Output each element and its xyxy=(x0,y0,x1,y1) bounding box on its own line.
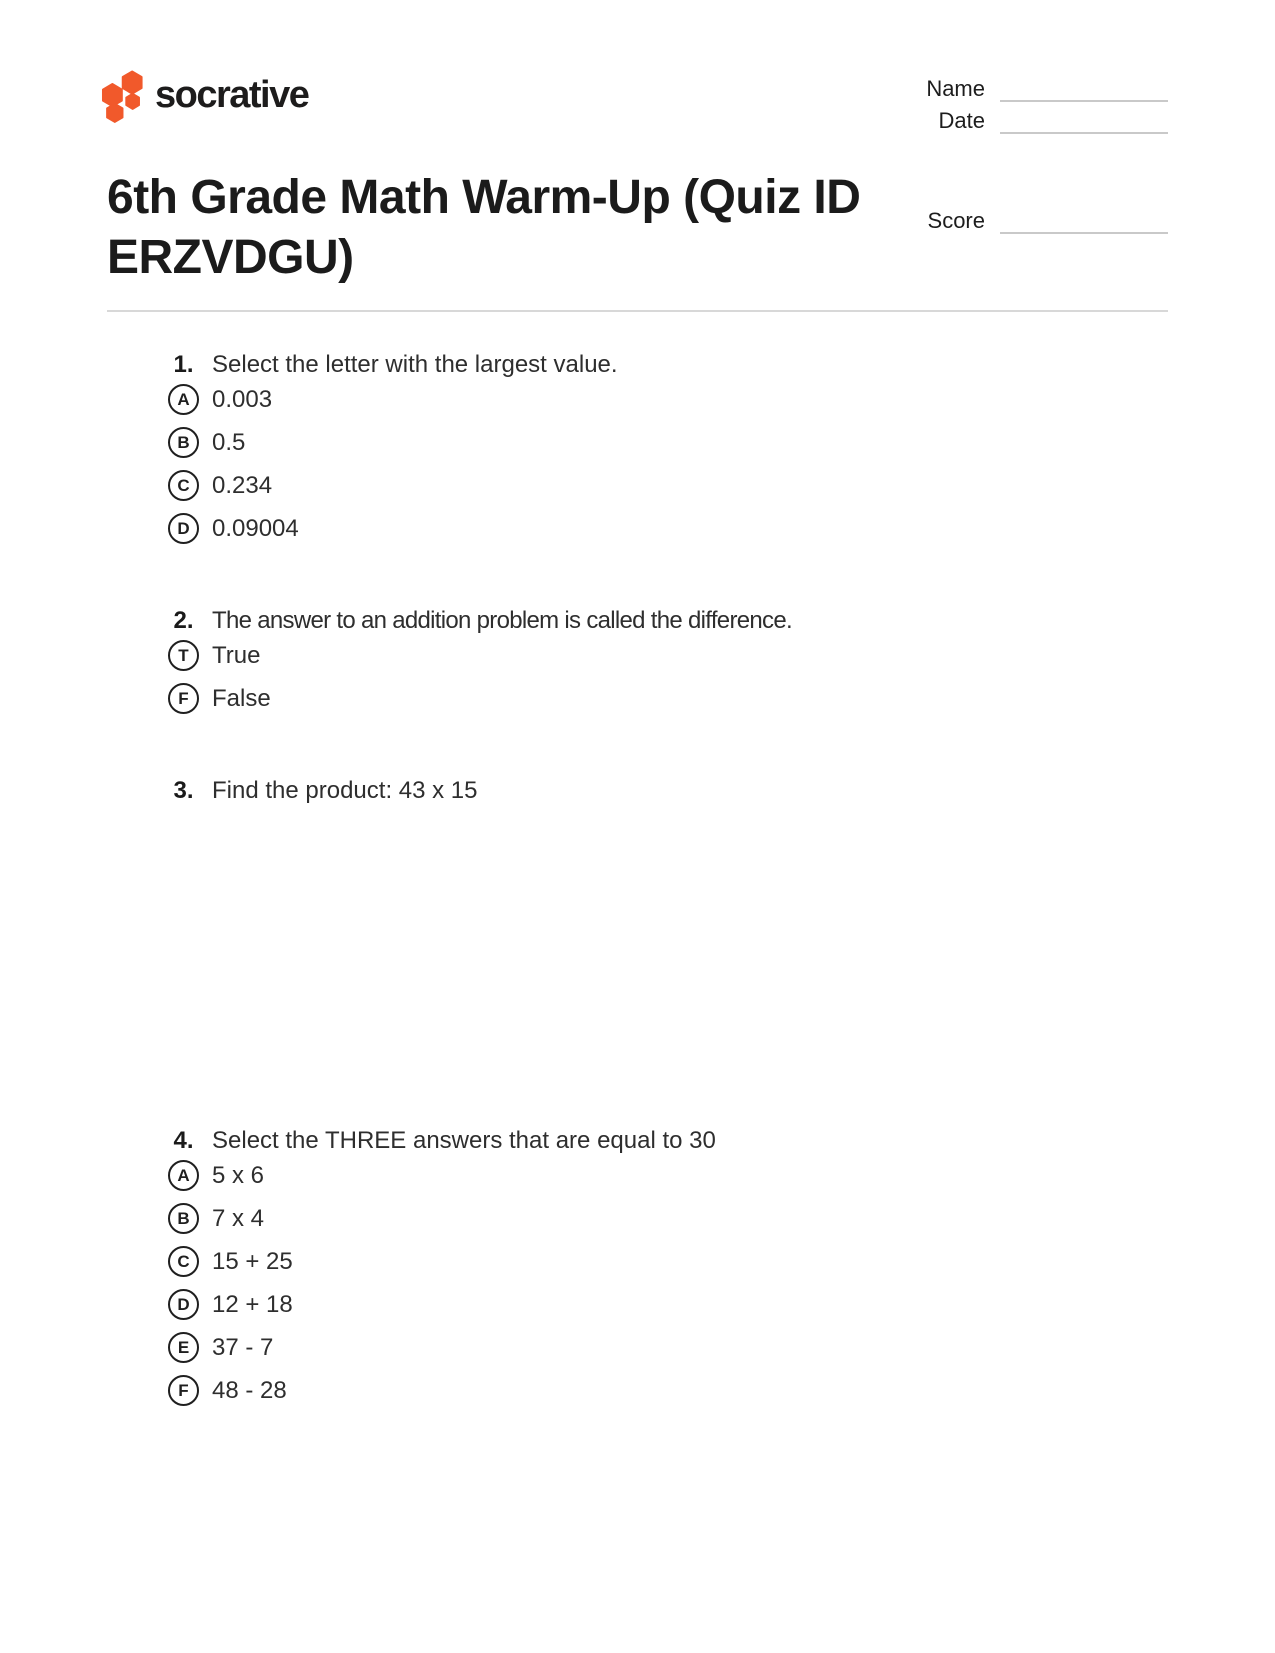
option-text: 0.003 xyxy=(212,385,273,413)
question-4-option-d[interactable] xyxy=(107,1283,1168,1326)
option-text: 5 x 6 xyxy=(212,1161,265,1189)
question-1-text: Select the letter with the largest value. xyxy=(212,351,618,378)
question-1-option-b[interactable] xyxy=(107,421,1168,464)
answer-bubble-d[interactable]: D xyxy=(168,513,199,544)
answer-bubble-a[interactable]: A xyxy=(168,1160,199,1191)
answer-bubble-b[interactable]: B xyxy=(168,1203,199,1234)
answer-bubble-d[interactable]: D xyxy=(168,1289,199,1320)
score-blank-line[interactable] xyxy=(1000,210,1168,234)
answer-bubble-c[interactable]: C xyxy=(168,470,199,501)
option-text: 0.09004 xyxy=(212,514,299,542)
name-blank-line[interactable] xyxy=(1000,78,1168,102)
question-2-number: 2. xyxy=(173,607,194,634)
option-text: 0.5 xyxy=(212,428,246,456)
answer-bubble-f[interactable]: F xyxy=(168,1375,199,1406)
answer-bubble-b[interactable]: B xyxy=(168,427,199,458)
brand-wordmark: socrative xyxy=(155,74,309,116)
option-text: 37 - 7 xyxy=(212,1333,274,1361)
question-4-number: 4. xyxy=(173,1127,194,1154)
question-2 xyxy=(107,608,1168,720)
question-3-text: Find the product: 43 x 15 xyxy=(212,777,478,804)
socrative-logo xyxy=(100,70,308,124)
answer-bubble-e[interactable]: E xyxy=(168,1332,199,1363)
question-4-text: Select the THREE answers that are equal to 30 xyxy=(212,1127,716,1154)
option-text: 0.234 xyxy=(212,471,273,499)
question-2-text: The answer to an addition problem is called the difference. xyxy=(212,607,792,634)
question-1-option-a[interactable] xyxy=(107,378,1168,421)
question-4-option-f[interactable] xyxy=(107,1369,1168,1412)
question-2-option-false[interactable] xyxy=(107,677,1168,720)
question-4-option-a[interactable] xyxy=(107,1154,1168,1197)
option-text: 12 + 18 xyxy=(212,1290,293,1318)
question-4 xyxy=(107,1128,1168,1412)
option-text: False xyxy=(212,684,271,712)
answer-bubble-a[interactable]: A xyxy=(168,384,199,415)
socrative-hexagons-icon xyxy=(100,70,146,124)
question-1-number: 1. xyxy=(173,351,194,378)
question-3-open-answer-space[interactable] xyxy=(107,812,1168,1112)
date-field-row xyxy=(875,108,1168,134)
score-label: Score xyxy=(927,208,985,233)
question-2-option-true[interactable] xyxy=(107,634,1168,677)
answer-bubble-f[interactable]: F xyxy=(168,683,199,714)
option-text: 7 x 4 xyxy=(212,1204,265,1232)
question-1 xyxy=(107,352,1168,550)
quiz-title: 6th Grade Math Warm-Up (Quiz ID ERZVDGU) xyxy=(107,171,861,284)
question-4-option-b[interactable] xyxy=(107,1197,1168,1240)
option-text: 15 + 25 xyxy=(212,1247,293,1275)
date-blank-line[interactable] xyxy=(1000,110,1168,134)
date-label: Date xyxy=(938,108,985,133)
question-4-option-c[interactable] xyxy=(107,1240,1168,1283)
header-divider xyxy=(107,310,1168,312)
question-3-number: 3. xyxy=(173,777,194,804)
name-label: Name xyxy=(926,76,985,101)
name-field-row xyxy=(875,76,1168,102)
answer-bubble-c[interactable]: C xyxy=(168,1246,199,1277)
question-1-option-d[interactable] xyxy=(107,507,1168,550)
question-4-option-e[interactable] xyxy=(107,1326,1168,1369)
answer-bubble-t[interactable]: T xyxy=(168,640,199,671)
option-text: True xyxy=(212,641,261,669)
question-1-option-c[interactable] xyxy=(107,464,1168,507)
score-field-row xyxy=(875,208,1168,234)
question-3 xyxy=(107,778,1168,804)
option-text: 48 - 28 xyxy=(212,1376,287,1404)
